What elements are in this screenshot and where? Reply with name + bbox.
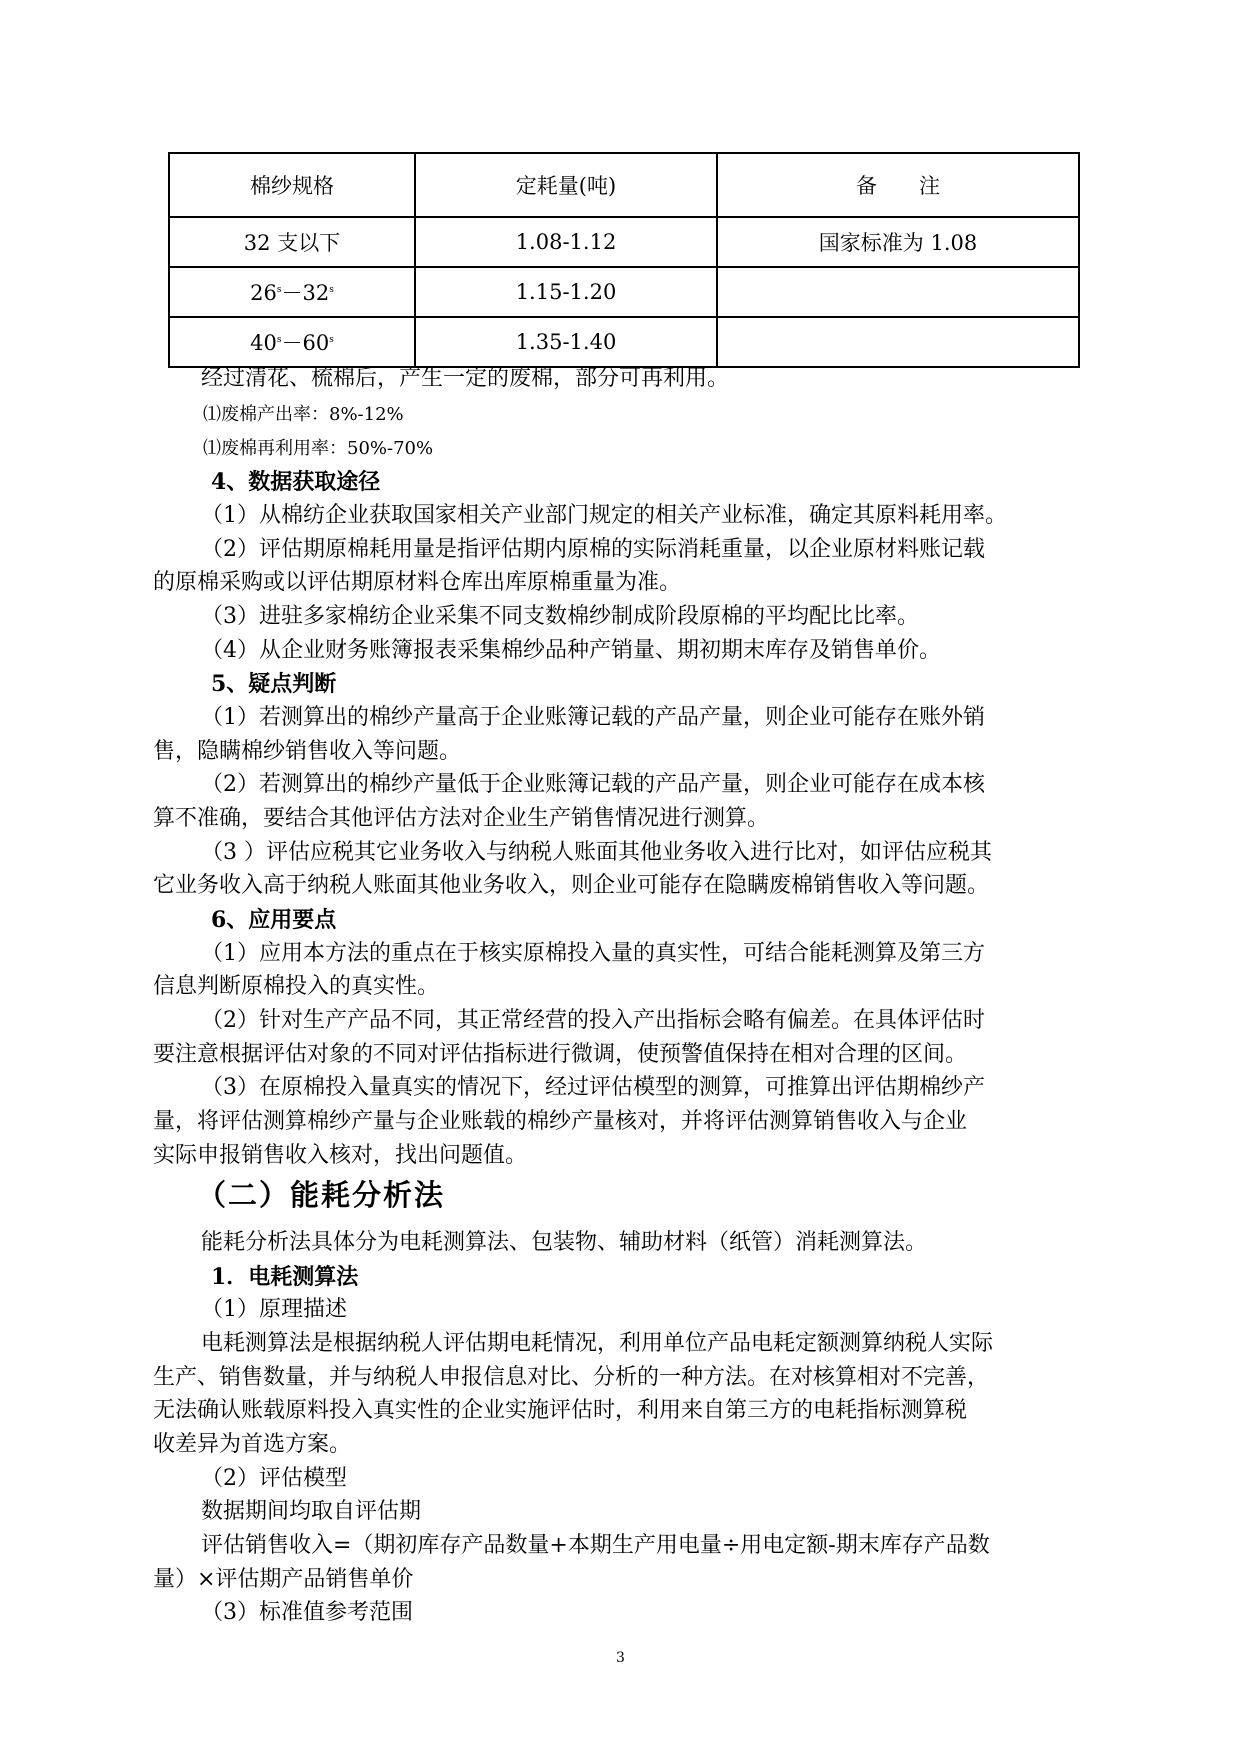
paragraph-line: （2）针对生产产品不同，其正常经营的投入产出指标会略有偏差。在具体评估时 <box>201 1008 985 1033</box>
paragraph-line: ⑴废棉产出率：8%-12% <box>203 404 404 425</box>
table-header-row <box>169 153 1079 217</box>
header-amount: 定耗量(吨) <box>415 153 717 217</box>
cotton-yarn-consumption-table <box>168 152 1080 368</box>
paragraph-line: （3）进驻多家棉纺企业采集不同支数棉纱制成阶段原棉的平均配比比率。 <box>201 604 919 629</box>
paragraph-line: （1）原理描述 <box>201 1297 347 1322</box>
paragraph-line: 的原棉采购或以评估期原材料仓库出库原棉重量为准。 <box>153 570 682 595</box>
cell-amount: 1.08-1.12 <box>415 217 717 267</box>
paragraph-line: 评估销售收入=（期初库存产品数量+本期生产用电量÷用电定额-期末库存产品数 <box>201 1533 990 1558</box>
cell-note <box>717 267 1079 317</box>
paragraph-line: （3）在原棉投入量真实的情况下，经过评估模型的测算，可推算出评估期棉纱产 <box>201 1075 985 1100</box>
section-heading: 4、数据获取途径 <box>211 469 381 495</box>
paragraph-line: 经过清花、梳棉后，产生一定的废棉，部分可再利用。 <box>201 366 730 391</box>
header-note: 备 注 <box>717 153 1079 217</box>
section-heading: 6、应用要点 <box>211 907 337 933</box>
paragraph-line: 生产、销售数量，并与纳税人申报信息对比、分析的一种方法。在对核算相对不完善， <box>153 1365 990 1390</box>
header-spec: 棉纱规格 <box>169 153 415 217</box>
table-row <box>169 217 1079 267</box>
paragraph-line: （1）从棉纺企业获取国家相关产业部门规定的相关产业标准，确定其原料耗用率。 <box>201 503 1007 528</box>
cell-spec: 32 支以下 <box>169 217 415 267</box>
paragraph-line: 无法确认账载原料投入真实性的企业实施评估时，利用来自第三方的电耗指标测算税 <box>153 1398 968 1423</box>
paragraph-line: 电耗测算法是根据纳税人评估期电耗情况，利用单位产品电耗定额测算纳税人实际 <box>201 1331 994 1356</box>
page-number: 3 <box>616 1650 625 1666</box>
paragraph-line: （2）评估模型 <box>201 1466 347 1491</box>
paragraph-line: （1）应用本方法的重点在于核实原棉投入量的真实性，可结合能耗测算及第三方 <box>201 941 985 966</box>
paragraph-line: （2）评估期原棉耗用量是指评估期内原棉的实际消耗重量，以企业原材料账记载 <box>201 537 985 562</box>
cell-amount: 1.35-1.40 <box>415 317 717 367</box>
paragraph-line: （1）若测算出的棉纱产量高于企业账簿记载的产品产量，则企业可能存在账外销 <box>201 705 985 730</box>
cell-spec: $26^s-32^s$ <box>169 267 415 317</box>
paragraph-line: （4）从企业财务账簿报表采集棉纱品种产销量、期初期末库存及销售单价。 <box>201 638 941 663</box>
paragraph-line: 量）×评估期产品销售单价 <box>153 1567 414 1592</box>
paragraph-line: 收差异为首选方案。 <box>153 1432 352 1457</box>
paragraph-line: 算不准确，要结合其他评估方法对企业生产销售情况进行测算。 <box>153 806 770 831</box>
paragraph-line: 能耗分析法具体分为电耗测算法、包装物、辅助材料（纸管）消耗测算法。 <box>201 1230 928 1255</box>
cell-note <box>717 317 1079 367</box>
paragraph-line: （3）标准值参考范围 <box>201 1600 413 1625</box>
chapter-heading: （二）能耗分析法 <box>197 1178 446 1212</box>
cell-note: 国家标准为 1.08 <box>717 217 1079 267</box>
table-row <box>169 317 1079 367</box>
table-row <box>169 267 1079 317</box>
paragraph-line: ⑴废棉再利用率：50%-70% <box>203 438 434 459</box>
section-heading: 1．电耗测算法 <box>211 1264 359 1290</box>
paragraph-line: 实际申报销售收入核对，找出问题值。 <box>153 1143 528 1168</box>
paragraph-line: 数据期间均取自评估期 <box>201 1499 422 1524</box>
paragraph-line: 信息判断原棉投入的真实性。 <box>153 974 440 999</box>
paragraph-line: （2）若测算出的棉纱产量低于企业账簿记载的产品产量，则企业可能存在成本核 <box>201 772 985 797</box>
paragraph-line: 量，将评估测算棉纱产量与企业账载的棉纱产量核对，并将评估测算销售收入与企业 <box>153 1109 968 1134</box>
paragraph-line: （3 ）评估应税其它业务收入与纳税人账面其他业务收入进行比对，如评估应税其 <box>201 840 992 865</box>
paragraph-line: 它业务收入高于纳税人账面其他业务收入，则企业可能存在隐瞒废棉销售收入等问题。 <box>153 873 990 898</box>
paragraph-line: 售，隐瞒棉纱销售收入等问题。 <box>153 739 462 764</box>
section-heading: 5、疑点判断 <box>211 671 337 697</box>
paragraph-line: 要注意根据评估对象的不同对评估指标进行微调，使预警值保持在相对合理的区间。 <box>153 1042 968 1067</box>
cell-spec: $40^s-60^s$ <box>169 317 415 367</box>
cell-amount: 1.15-1.20 <box>415 267 717 317</box>
